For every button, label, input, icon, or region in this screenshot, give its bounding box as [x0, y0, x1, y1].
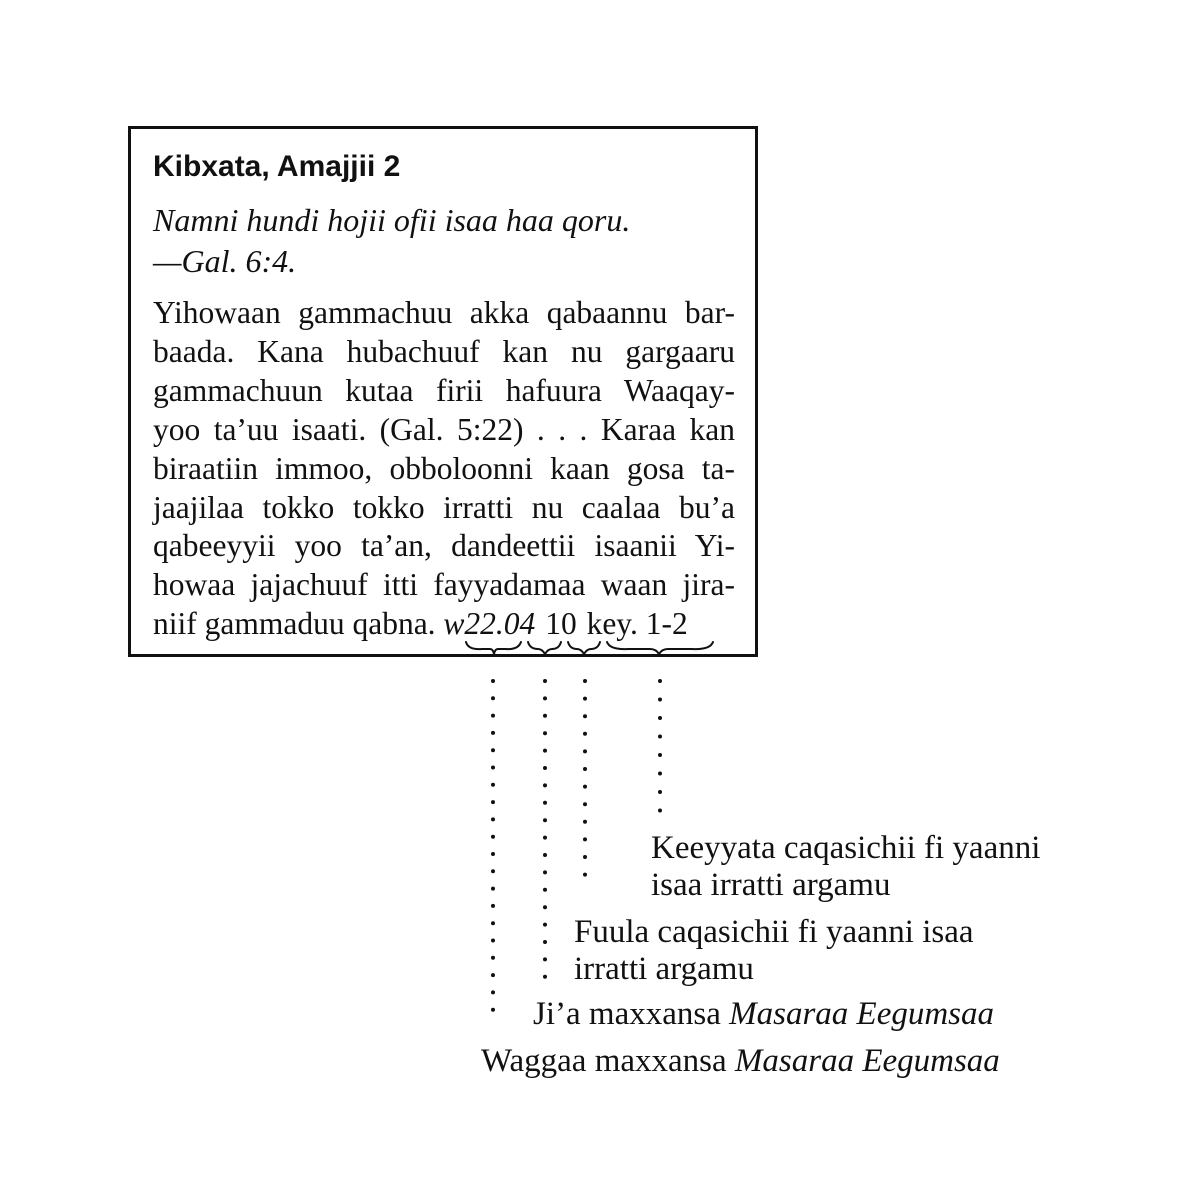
commentary-line: gammachuun kutaa firii hafuura Waaqay-: [153, 372, 735, 408]
reference-issue-code: w22.04: [443, 606, 536, 642]
page-label-line: irratti argamu: [574, 951, 754, 987]
year-label: [481, 1043, 1000, 1080]
commentary-line: qabeeyyii yoo ta’an, dandeettii isaanii Yi-: [153, 528, 735, 564]
commentary-line: jaajilaa tokko tokko irratti nu caalaa bu’a: [153, 489, 735, 525]
year-brace: [466, 642, 521, 654]
reference-page: 10: [545, 606, 577, 642]
month-brace: [528, 642, 561, 654]
commentary-line: howaa jajachuuf itti fayyadamaa waan jira-: [153, 567, 735, 603]
commentary-line: baada. Kana hubachuuf kan nu gargaaru: [153, 333, 735, 369]
month-label-publication: Masaraa Eegumsaa: [729, 996, 995, 1032]
year-label-text: Waggaa maxxansa: [481, 1043, 727, 1079]
month-label-text: Ji’a maxxansa: [533, 996, 721, 1032]
commentary-last-line-text: niif gammaduu qabna.: [153, 606, 436, 642]
page-brace: [568, 642, 600, 654]
commentary-line: yoo ta’uu isaati. (Gal. 5:22) . . . Karaa kan: [153, 411, 735, 447]
commentary-line: Yihowaan gammachuu akka qabaannu bar-: [153, 295, 735, 330]
year-label-publication: Masaraa Eegumsaa: [734, 1043, 1000, 1079]
page-label-line: Fuula caqasichii fi yaanni isaa: [574, 914, 974, 950]
paragraphs-label: [651, 830, 1040, 904]
month-label: [533, 996, 994, 1033]
scripture-quote: Namni hundi hojii ofii isaa haa qoru.: [153, 202, 631, 238]
paragraphs-label-line: Keeyyata caqasichii fi yaanni: [651, 830, 1041, 866]
commentary-line: biraatiin immoo, obboloonni kaan gosa ta-: [153, 450, 735, 486]
page-label: [574, 914, 974, 988]
paragraphs-brace: [607, 642, 713, 654]
paragraphs-label-line: isaa irratti argamu: [651, 867, 891, 903]
scripture-citation: —Gal. 6:4.: [153, 243, 297, 279]
reference-paragraphs: key. 1-2: [586, 606, 688, 642]
date-heading: Kibxata, Amajjii 2: [153, 150, 401, 183]
